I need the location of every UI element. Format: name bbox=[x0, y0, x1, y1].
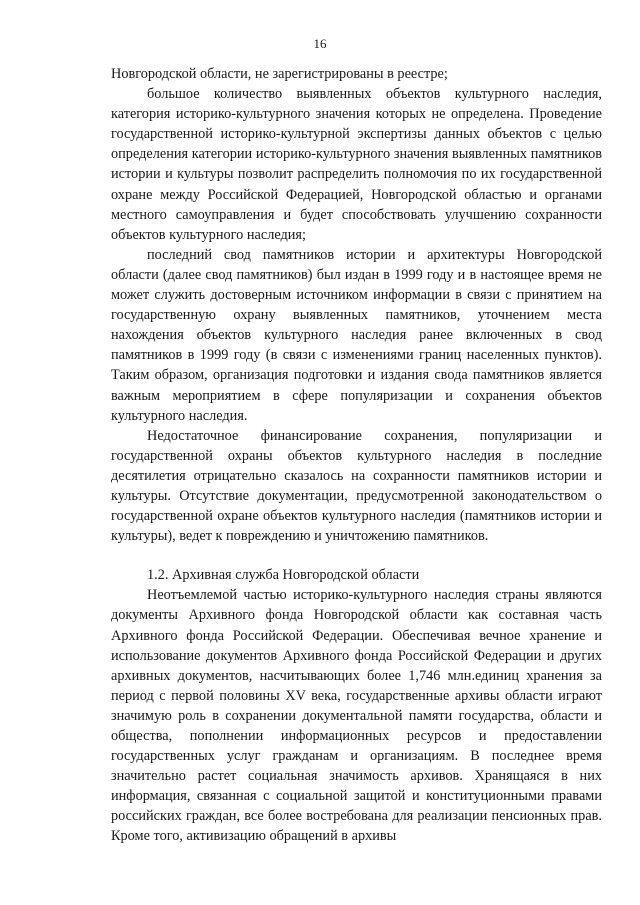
document-body bbox=[111, 64, 602, 847]
page-number: 16 bbox=[313, 36, 327, 51]
paragraph-unidentified-objects: большое количество выявленных объектов культурного наследия, категория историко-культурного значения которых не определена. Проведение государственной историко-культурной экспертизы данных объектов с целью определения категории историко-культурного значения выявленных памятников истории и культуры позволит распределить полномочия по их государственной охране между Российской Федерацией, Новгородской областью и органами местного самоуправления и будет способствовать улучшению сохранности объектов культурного наследия; bbox=[111, 86, 602, 243]
paragraph-monuments-register: последний свод памятников истории и архитектуры Новгородской области (далее свод памятников) был издан в 1999 году и в настоящее время не может служить достоверным источником информации в связи с принятием на государственную охрану выявленных памятников, уточнением места нахождения объектов культурного наследия ранее включенных в свод памятников в 1999 году (в связи с изменениями границ населенных пунктов). Таким образом, организация подготовки и издания свода памятников является важным мероприятием в сфере популяризации и сохранения объектов культурного наследия. bbox=[111, 246, 602, 424]
paragraph-insufficient-funding: Недостаточное финансирование сохранения, популяризации и государственной охраны объектов культурного наследия в последние десятилетия отрицательно сказалось на сохранности памятников истории и культуры. Отсутствие документации, предусмотренной законодательством о государственной охране объектов культурного наследия (памятников истории и культуры), ведет к повреждению и уничтожению памятников. bbox=[111, 427, 602, 545]
section-heading: 1.2. Архивная служба Новгородской области bbox=[147, 567, 420, 584]
paragraph-archive-service: Неотъемлемой частью историко-культурного наследия страны являются документы Архивного фонда Новгородской области как составная часть Архивного фонда Российской Федерации. Обеспечивая вечное хранение и использование документов Архивного фонда Российской Федерации и других архивных документов, насчитывающих более 1,746 млн.единиц хранения за период с первой половины XV века, государственные архивы области играют значимую роль в сохранении документальной памяти государства, области и общества, пополнении информационных ресурсов и предоставлении государственных услуг гражданам и организациям. В последнее время значительно растет социальная значимость архивов. Хранящаяся в них информация, связанная с социальной защитой и конституционными правами российских граждан, все более востребована для реализации пенсионных прав. Кроме того, активизацию обращений в архивы bbox=[111, 587, 602, 845]
paragraph-continuation: Новгородской области, не зарегистрированы в реестре; bbox=[111, 66, 448, 82]
